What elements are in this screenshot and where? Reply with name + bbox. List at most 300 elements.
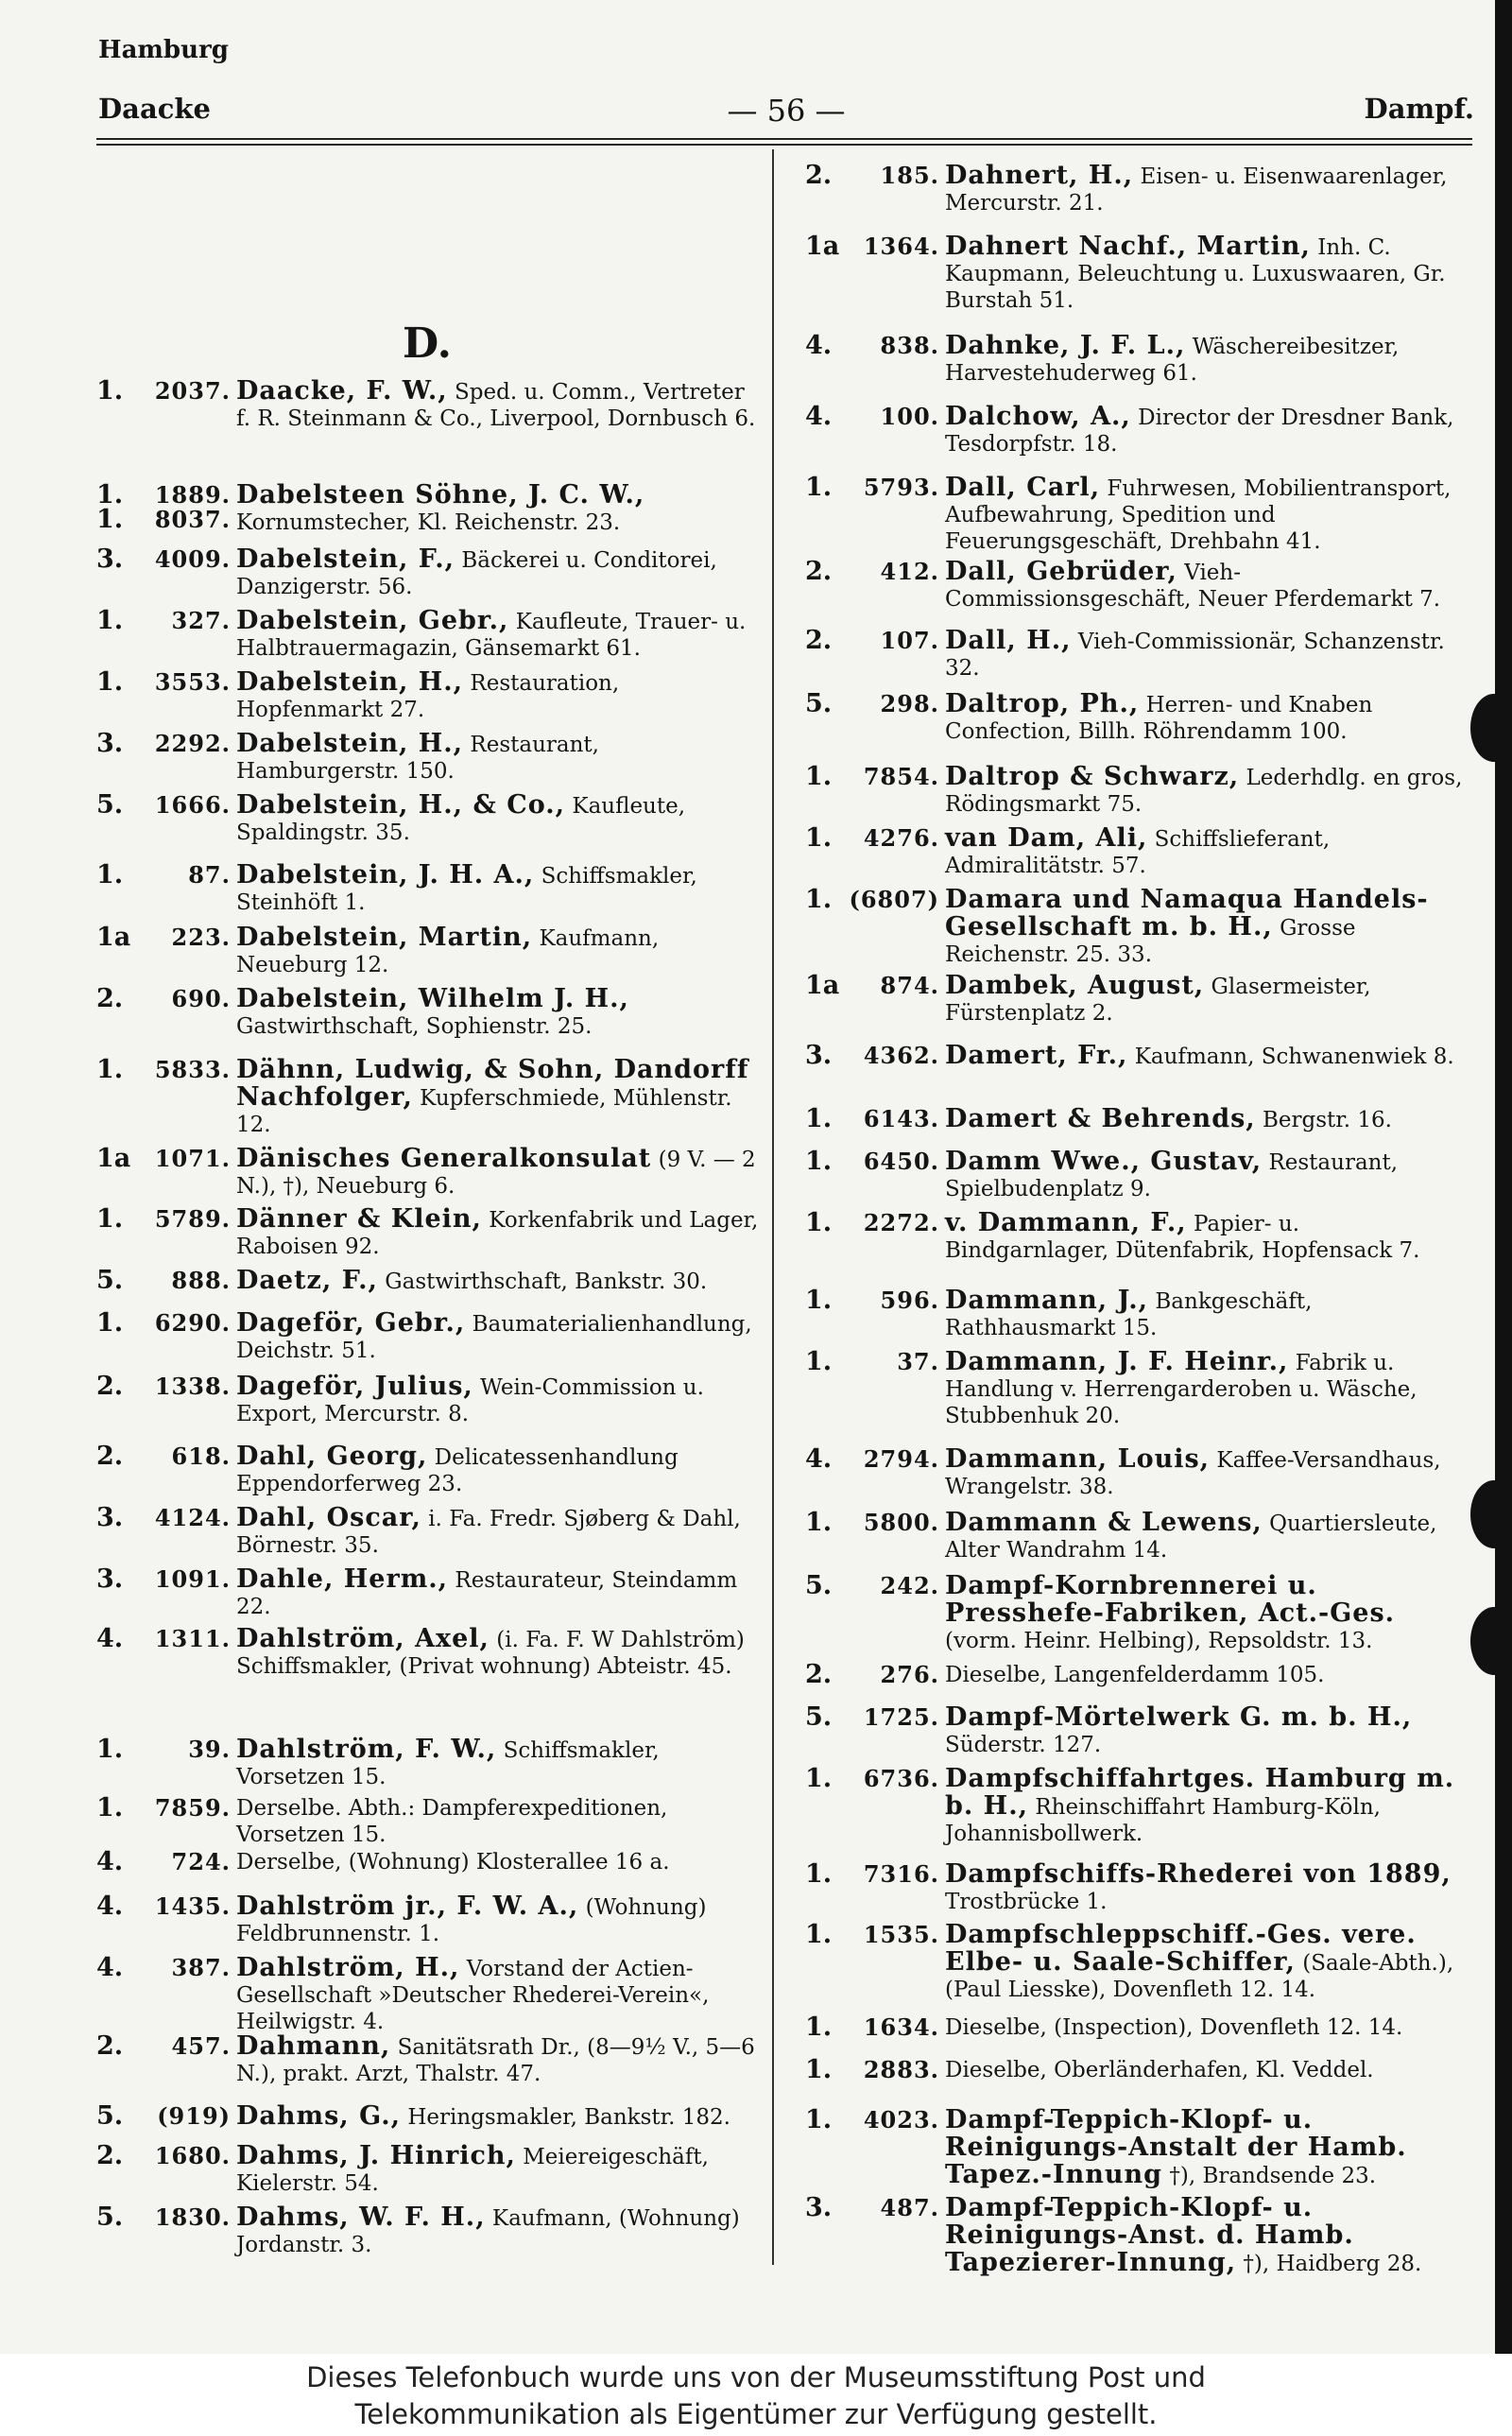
directory-entry (805, 333, 1467, 387)
directory-entry (805, 1446, 1467, 1500)
phone-number: 6290. (154, 1309, 231, 1337)
directory-entry (805, 825, 1467, 879)
entry-text (236, 792, 764, 846)
subscriber-details: Grosse Reichenstr. 25. 33. (945, 916, 1356, 967)
header-right-keyword: Dampf. (1364, 93, 1474, 125)
phone-number: 7316. (863, 1860, 939, 1888)
phone-number: 888. (171, 1267, 231, 1294)
subscriber-details: Fuhrwesen, Mobilientransport, Aufbewahrung, Spedition und Feuerungsgeschäft, Drehbahn 41. (945, 476, 1452, 554)
directory-entry (805, 1510, 1467, 1564)
directory-entry (96, 608, 764, 662)
phone-number: 2794. (863, 1445, 939, 1473)
entry-text (945, 2014, 1467, 2041)
subscriber-name: Dalchow, A., (945, 402, 1131, 431)
entry-text (236, 1268, 764, 1295)
exchange-zone: 1a (805, 971, 840, 1000)
subscriber-details: †), Haidberg 28. (1243, 2252, 1422, 2276)
exchange-zone: 1. (805, 473, 833, 502)
directory-entry (805, 887, 1467, 968)
directory-entry (96, 1893, 764, 1947)
exchange-zone: 2. (805, 1660, 833, 1689)
directory-entry (96, 1310, 764, 1364)
exchange-zone: 1. (96, 1204, 124, 1234)
subscriber-details: Dieselbe, Langenfelderdamm 105. (945, 1663, 1325, 1687)
phone-number: 4023. (863, 2106, 939, 2134)
exchange-zone: 1. (805, 885, 833, 914)
subscriber-details: Baumaterialienhandlung, Deichstr. 51. (236, 1312, 752, 1363)
directory-entry (96, 1443, 764, 1497)
subscriber-name: Dammann & Lewens, (945, 1508, 1263, 1537)
subscriber-details: Restauration, Hopfenmarkt 27. (236, 671, 620, 722)
exchange-zone: 1. (805, 1286, 833, 1315)
exchange-zone: 1. (805, 1347, 833, 1376)
subscriber-details: (9 V. — 2 N.), †), Neueburg 6. (236, 1148, 756, 1199)
phone-number: 1071. (154, 1145, 231, 1172)
subscriber-name: Dampf-Kornbrennerei u. Presshefe-Fabriken, Act.-Ges. (945, 1571, 1396, 1628)
directory-entry (805, 233, 1467, 314)
entry-text (945, 559, 1467, 613)
subscriber-name: Dampf-Teppich-Klopf- u. Reinigungs-Anstalt der Hamb. Tapez.-Innung (945, 2105, 1407, 2189)
phone-number: 2292. (154, 730, 231, 757)
phone-number: (919) (157, 2102, 231, 2130)
entry-text (945, 1766, 1467, 1847)
entry-text (236, 1206, 764, 1260)
exchange-zone: 1. (805, 1508, 833, 1537)
subscriber-name: Dahl, Oscar, (236, 1503, 421, 1532)
entry-text (945, 475, 1467, 555)
phone-number: 185. (880, 162, 939, 189)
directory-entry (805, 1210, 1467, 1264)
exchange-zone: 1. (96, 1735, 124, 1764)
subscriber-details: Sped. u. Comm., Vertreter f. R. Steinmann & Co., Liverpool, Dornbusch 6. (236, 380, 756, 431)
exchange-zone: 1. (805, 2105, 833, 2134)
directory-entry (96, 731, 764, 785)
entry-text (236, 1626, 764, 1680)
exchange-zone: 2. (96, 984, 124, 1013)
directory-entry (96, 1566, 764, 1620)
entry-text (236, 1057, 764, 1138)
subscriber-name: Dageför, Gebr., (236, 1308, 466, 1338)
subscriber-details: Wäschereibesitzer, Harvestehuderweg 61. (945, 335, 1400, 386)
directory-entry (96, 1268, 764, 1295)
exchange-zone: 1. (805, 823, 833, 853)
directory-entry (805, 1704, 1467, 1758)
header-left-keyword: Daacke (98, 93, 211, 125)
entry-text (236, 1373, 764, 1427)
phone-number: 327. (171, 607, 231, 634)
subscriber-details: Quartiersleute, Alter Wandrahm 14. (945, 1512, 1437, 1563)
entry-text (236, 482, 764, 536)
directory-entry (805, 764, 1467, 818)
subscriber-name: Dabelstein, F., (236, 544, 455, 574)
subscriber-name: Dahnke, J. F. L., (945, 331, 1186, 360)
subscriber-name: Dabelstein, H., & Co., (236, 790, 566, 820)
subscriber-details: Dieselbe, Oberländerhafen, Kl. Veddel. (945, 2058, 1374, 2082)
entry-text (945, 333, 1467, 387)
entry-text (236, 1443, 764, 1497)
directory-entry (805, 1106, 1467, 1133)
entry-text (945, 691, 1467, 745)
subscriber-name: Dammann, Louis, (945, 1444, 1211, 1474)
phone-number: 5789. (154, 1205, 231, 1233)
directory-entry (805, 1861, 1467, 1915)
directory-entry (805, 973, 1467, 1027)
thumb-tab (1470, 694, 1512, 762)
directory-entry (805, 1349, 1467, 1429)
phone-number: 87. (188, 861, 231, 889)
phone-number: 7859. (154, 1794, 231, 1822)
exchange-zone: 1. (805, 1104, 833, 1133)
subscriber-details: Derselbe. Abth.: Dampferexpeditionen, Vorsetzen 15. (236, 1796, 668, 1847)
subscriber-name: Daacke, F. W., (236, 376, 448, 406)
subscriber-details: Schiffsmakler, Steinhöft 1. (236, 864, 697, 915)
subscriber-details: Bergstr. 16. (1262, 1108, 1392, 1132)
subscriber-details: Restaurant, Spielbudenplatz 9. (945, 1150, 1399, 1201)
directory-entry (96, 669, 764, 723)
header-rule (96, 138, 1472, 140)
subscriber-name: Dabelstein, H., (236, 667, 464, 697)
subscriber-details: Papier- u. Bindgarnlager, Dütenfabrik, Hopfensack 7. (945, 1212, 1420, 1263)
phone-number: 223. (171, 924, 231, 951)
directory-entry (96, 1626, 764, 1680)
entry-text (945, 1662, 1467, 1688)
phone-number: 1338. (154, 1373, 231, 1400)
exchange-zone: 1. (805, 1764, 833, 1793)
running-header (98, 93, 1474, 134)
directory-entry (96, 2033, 764, 2087)
subscriber-name: Daltrop & Schwarz, (945, 762, 1240, 791)
entry-text (945, 1349, 1467, 1429)
entry-text (236, 2204, 764, 2258)
subscriber-name: Dabelsteen Söhne, J. C. W., (236, 480, 645, 510)
subscriber-details: Kaffee-Versandhaus, Wrangelstr. 38. (945, 1448, 1441, 1499)
exchange-zone: 1. (805, 1859, 833, 1889)
exchange-zone: 2. (805, 161, 833, 190)
directory-entry (96, 1146, 764, 1200)
exchange-zone: 3. (96, 1503, 124, 1532)
subscriber-details: Inh. C. Kaupmann, Beleuchtung u. Luxuswaaren, Gr. Burstah 51. (945, 235, 1446, 313)
phone-number: 39. (188, 1736, 231, 1763)
subscriber-details: (Wohnung) Feldbrunnenstr. 1. (236, 1895, 707, 1946)
subscriber-name: Damert, Fr., (945, 1041, 1128, 1070)
entry-text (236, 1146, 764, 1200)
subscriber-name: Dahle, Herm., (236, 1564, 449, 1594)
phone-number: 1535. (863, 1921, 939, 1948)
phone-number: 8037. (154, 506, 231, 533)
phone-number: 838. (880, 332, 939, 359)
phone-number: 6450. (863, 1148, 939, 1175)
exchange-zone: 1. (805, 1208, 833, 1237)
subscriber-details: Kaufmann, (Wohnung) Jordanstr. 3. (236, 2206, 740, 2257)
header-rule (96, 144, 1472, 146)
directory-entry (805, 2195, 1467, 2277)
phone-number: 724. (171, 1848, 231, 1875)
entry-text (945, 1510, 1467, 1564)
entry-text (236, 1849, 764, 1875)
exchange-zone: 5. (805, 1702, 833, 1732)
subscriber-name: Dampfschiffahrtges. Hamburg m. b. H., (945, 1764, 1455, 1821)
entry-text (945, 1287, 1467, 1341)
directory-entry (805, 2057, 1467, 2083)
entry-text (945, 1704, 1467, 1758)
subscriber-details: i. Fa. Fredr. Sjøberg & Dahl, Börnestr. 35. (236, 1507, 741, 1558)
exchange-zone: 3. (96, 1564, 124, 1594)
directory-entry (96, 1373, 764, 1427)
exchange-zone: 1a (96, 923, 131, 952)
entry-text (236, 1505, 764, 1559)
exchange-zone: 2. (96, 2141, 124, 2170)
phone-number: 1725. (863, 1703, 939, 1731)
directory-entry (805, 691, 1467, 745)
directory-entry (96, 1955, 764, 2035)
directory-entry (96, 2143, 764, 2197)
subscriber-details: Schiffsmakler, Vorsetzen 15. (236, 1738, 660, 1789)
directory-entry (805, 404, 1467, 458)
subscriber-name: Dall, Gebrüder, (945, 557, 1177, 586)
exchange-zone: 2. (805, 557, 833, 586)
exchange-zone: 4. (805, 1444, 833, 1474)
subscriber-details: Vorstand der Actien-Gesellschaft »Deutscher Rhederei-Verein«, Heilwigstr. 4. (236, 1957, 710, 2034)
phone-number: 596. (880, 1287, 939, 1314)
directory-entry (805, 628, 1467, 682)
exchange-zone: 5. (96, 1266, 124, 1295)
exchange-zone: 4. (96, 1847, 124, 1876)
exchange-zone: 5. (96, 2101, 124, 2131)
subscriber-name: Damm Wwe., Gustav, (945, 1147, 1263, 1176)
subscriber-details: †), Brandsende 23. (1169, 2164, 1377, 2188)
entry-text (945, 628, 1467, 682)
entry-text (945, 1149, 1467, 1202)
phone-number: (6807) (849, 886, 939, 913)
subscriber-name: Dahmann, (236, 2031, 391, 2061)
directory-entry (805, 2107, 1467, 2189)
exchange-zone: 1a (805, 232, 840, 261)
subscriber-name: Dabelstein, J. H. A., (236, 860, 535, 890)
entry-text (945, 1922, 1467, 2003)
directory-entry (805, 475, 1467, 555)
exchange-zone: 4. (805, 402, 833, 431)
entry-text (945, 2195, 1467, 2277)
subscriber-details: Kupferschmiede, Mühlenstr. 12. (236, 1086, 732, 1137)
subscriber-details: Director der Dresdner Bank, Tesdorpfstr. 18. (945, 406, 1454, 457)
subscriber-name: Dammann, J. F. Heinr., (945, 1347, 1289, 1376)
exchange-zone: 4. (96, 1953, 124, 1982)
subscriber-name: Dabelstein, Gebr., (236, 606, 509, 635)
exchange-zone: 4. (96, 1624, 124, 1653)
subscriber-name: Dahnert, H., (945, 161, 1134, 190)
exchange-zone: 1. (805, 1147, 833, 1176)
subscriber-name: Damert & Behrends, (945, 1104, 1256, 1133)
phone-number: 1830. (154, 2203, 231, 2231)
subscriber-details: Dieselbe, (Inspection), Dovenfleth 12. 14. (945, 2015, 1403, 2040)
phone-number: 7854. (863, 763, 939, 790)
subscriber-details: Süderstr. 127. (945, 1733, 1102, 1757)
subscriber-name: Dall, Carl, (945, 473, 1101, 502)
thumb-tab (1470, 1480, 1512, 1548)
subscriber-details: (vorm. Heinr. Helbing), Repsoldstr. 13. (945, 1629, 1373, 1653)
page-number: — 56 — (727, 93, 846, 129)
directory-entry (96, 1505, 764, 1559)
city-heading: Hamburg (98, 36, 229, 64)
subscriber-details: Herren- und Knaben Confection, Billh. Röhrendamm 100. (945, 693, 1373, 744)
subscriber-name: Dabelstein, H., (236, 729, 464, 758)
directory-entry (96, 546, 764, 600)
subscriber-name: Dambek, August, (945, 971, 1205, 1000)
subscriber-name: Dahlström, H., (236, 1953, 460, 1982)
entry-text (236, 1893, 764, 1947)
entry-text (945, 973, 1467, 1027)
phone-number: 2037. (154, 377, 231, 405)
subscriber-details: Rheinschiffahrt Hamburg-Köln, Johannisbollwerk. (945, 1795, 1381, 1846)
entry-text (236, 669, 764, 723)
subscriber-name: Dahl, Georg, (236, 1442, 428, 1471)
directory-entry (96, 2103, 764, 2131)
entry-text (945, 764, 1467, 818)
directory-entry (805, 1043, 1467, 1070)
subscriber-name: Dampfschiffs-Rhederei von 1889, (945, 1859, 1452, 1889)
subscriber-details: Kaufleute, Trauer- u. Halbtrauermagazin, Gänsemarkt 61. (236, 610, 747, 661)
subscriber-name: Dahlström jr., F. W. A., (236, 1892, 579, 1921)
exchange-zone: 5. (805, 1571, 833, 1600)
subscriber-name: van Dam, Ali, (945, 823, 1148, 853)
phone-number: 6143. (863, 1105, 939, 1132)
directory-entry (96, 1795, 764, 1848)
subscriber-name: Daetz, F., (236, 1266, 378, 1295)
exchange-zone: 3. (805, 2193, 833, 2222)
phone-number: 1634. (863, 2013, 939, 2041)
exchange-zone: 2. (805, 626, 833, 655)
phone-number: 1311. (154, 1625, 231, 1652)
entry-text (236, 862, 764, 916)
subscriber-name: Daltrop, Ph., (945, 689, 1140, 718)
entry-text (236, 986, 764, 1040)
subscriber-details: Derselbe, (Wohnung) Klosterallee 16 a. (236, 1850, 670, 1875)
exchange-zone: 1. (805, 2055, 833, 2084)
subscriber-details: Korkenfabrik und Lager, Raboisen 92. (236, 1208, 759, 1259)
entry-text (945, 2107, 1467, 2189)
entry-text (236, 546, 764, 600)
entry-text (236, 2033, 764, 2087)
subscriber-name: Dageför, Julius, (236, 1372, 473, 1401)
exchange-zone: 1. (805, 2013, 833, 2042)
phone-number: 4124. (154, 1504, 231, 1531)
phone-number: 1091. (154, 1565, 231, 1593)
column-divider (772, 149, 774, 2265)
phone-number: 3553. (154, 668, 231, 696)
subscriber-name: Dahlström, Axel, (236, 1624, 490, 1653)
subscriber-name: Dahms, J. Hinrich, (236, 2141, 516, 2170)
subscriber-details: (i. Fa. F. W Dahlström) Schiffsmakler, (Privat wohnung) Abteistr. 45. (236, 1628, 745, 1679)
phone-number: 487. (880, 2194, 939, 2221)
footer-line: Dieses Telefonbuch wurde uns von der Museumsstiftung Post und (306, 2361, 1206, 2393)
exchange-zone: 1. (805, 1920, 833, 1949)
subscriber-details: Bankgeschäft, Rathhausmarkt 15. (945, 1289, 1313, 1340)
subscriber-name: Dahms, W. F. H., (236, 2203, 486, 2232)
phone-number: 298. (880, 690, 939, 717)
subscriber-name: Dahlström, F. W., (236, 1735, 497, 1764)
directory-entry (805, 559, 1467, 613)
subscriber-details: Kaufmann, Neueburg 12. (236, 926, 660, 977)
phone-number: 4009. (154, 545, 231, 573)
directory-entry (805, 1287, 1467, 1341)
subscriber-name: Dänner & Klein, (236, 1204, 482, 1234)
directory-entry (96, 924, 764, 978)
phone-number: 107. (880, 627, 939, 654)
phone-number: 2883. (863, 2056, 939, 2083)
thumb-tab (1470, 1607, 1512, 1675)
directory-entry (96, 378, 764, 432)
subscriber-name: Dabelstein, Wilhelm J. H., (236, 984, 629, 1013)
entry-text (236, 2143, 764, 2197)
phone-number: 6736. (863, 1765, 939, 1792)
subscriber-details: (Saale-Abth.), (Paul Liesske), Dovenfleth 12. 14. (945, 1951, 1454, 2002)
subscriber-name: Dall, H., (945, 626, 1072, 655)
phone-number: 242. (880, 1572, 939, 1599)
exchange-zone: 3. (96, 729, 124, 758)
entry-text (236, 1795, 764, 1848)
directory-entry (805, 1766, 1467, 1847)
phone-number: 618. (171, 1443, 231, 1470)
directory-entry (96, 482, 764, 536)
directory-entry (805, 1573, 1467, 1654)
phone-number: 4276. (863, 824, 939, 852)
exchange-zone: 5. (96, 2203, 124, 2232)
subscriber-name: Dampfschleppschiff.-Ges. vere. Elbe- u. Saale-Schiffer, (945, 1920, 1417, 1977)
exchange-zone: 2. (96, 2031, 124, 2061)
subscriber-details: Lederhdlg. en gros, Rödingsmarkt 75. (945, 766, 1463, 817)
phone-number: 2272. (863, 1209, 939, 1236)
subscriber-details: Gastwirthschaft, Sophienstr. 25. (236, 1014, 593, 1039)
entry-text (945, 825, 1467, 879)
exchange-zone: 5. (96, 790, 124, 820)
entry-text (236, 1736, 764, 1790)
exchange-zone: 1. (96, 606, 124, 635)
entry-text (236, 1310, 764, 1364)
phone-number: 5793. (863, 474, 939, 501)
subscriber-details: Kaufmann, Schwanenwiek 8. (1134, 1045, 1454, 1069)
exchange-zone: 2. (96, 1442, 124, 1471)
entry-text (945, 1446, 1467, 1500)
subscriber-name: Dahnert Nachf., Martin, (945, 232, 1311, 261)
directory-entry (96, 1057, 764, 1138)
subscriber-name: Damara und Namaqua Handels-Gesellschaft m. b. H., (945, 885, 1429, 942)
subscriber-details: Schiffslieferant, Admiralitätstr. 57. (945, 827, 1331, 878)
directory-entry (96, 2204, 764, 2258)
entry-text (236, 608, 764, 662)
exchange-zone: 1. (96, 480, 124, 510)
subscriber-details: Restaurateur, Steindamm 22. (236, 1568, 738, 1619)
subscriber-details: Vieh-Commissionsgeschäft, Neuer Pferdemarkt 7. (945, 561, 1441, 612)
subscriber-details: Restaurant, Hamburgerstr. 150. (236, 733, 599, 784)
subscriber-details: Wein-Commission u. Export, Mercurstr. 8. (236, 1375, 704, 1426)
directory-entry (805, 1922, 1467, 2003)
entry-text (945, 1043, 1467, 1070)
phone-number: 100. (880, 403, 939, 430)
subscriber-details: Trostbrücke 1. (945, 1890, 1108, 1914)
exchange-zone: 3. (805, 1041, 833, 1070)
subscriber-details: Glasermeister, Fürstenplatz 2. (945, 975, 1371, 1026)
footer-line: Telekommunikation als Eigentümer zur Verfügung gestellt. (354, 2398, 1158, 2430)
exchange-zone: 2. (96, 1372, 124, 1401)
footer-note (0, 2354, 1512, 2436)
entry-text (945, 1210, 1467, 1264)
entry-text (236, 924, 764, 978)
phone-number: 37. (897, 1348, 939, 1375)
subscriber-details: Delicatessenhandlung Eppendorferweg 23. (236, 1445, 679, 1496)
subscriber-details: Kaufleute, Spaldingstr. 35. (236, 794, 686, 845)
subscriber-details: Meiereigeschäft, Kielerstr. 54. (236, 2145, 709, 2196)
phone-number: 5800. (863, 1509, 939, 1536)
